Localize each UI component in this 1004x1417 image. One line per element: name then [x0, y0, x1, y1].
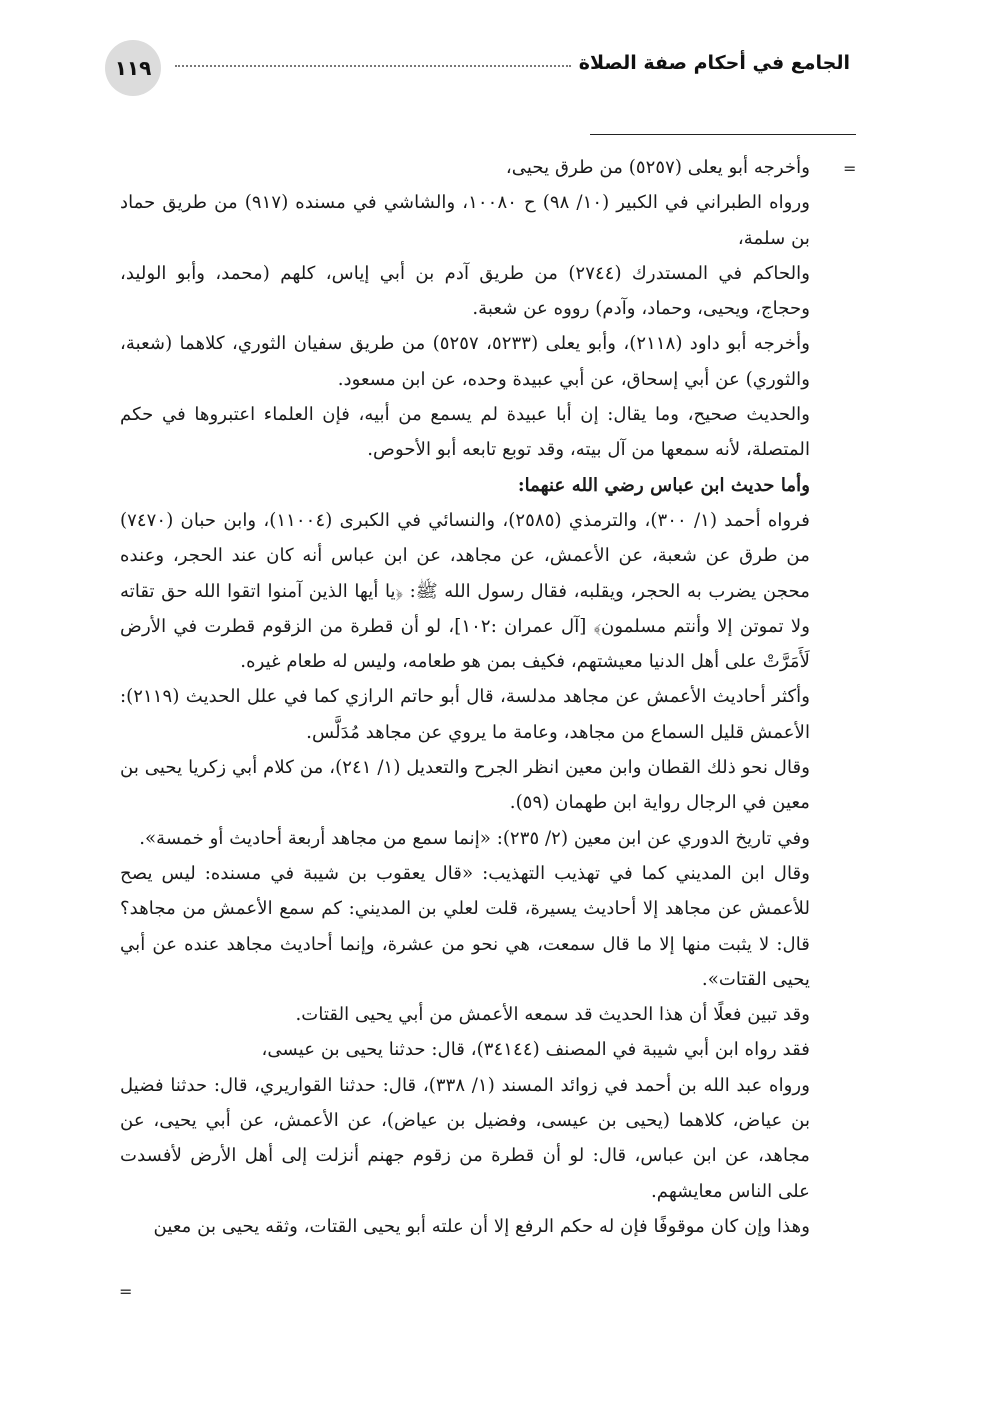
page-number-badge: ١١٩	[105, 40, 161, 96]
paragraph: والحديث صحيح، وما يقال: إن أبا عبيدة لم يسمع من أبيه، فإن العلماء اعتبروها في حكم المتصلة، لأنه سمعها من آل بيته، وقد توبع تابعه أبو الأحوص.	[120, 404, 810, 461]
paragraph: فقد رواه ابن أبي شيبة في المصنف (٣٤١٤٤)، قال: حدثنا يحيى بن عيسى،	[261, 1039, 810, 1061]
continuation-mark-top: =	[843, 159, 857, 178]
continuation-mark-bottom: =	[119, 1282, 133, 1301]
paragraph: وقال ابن المديني كما في تهذيب التهذيب: «قال يعقوب بن شيبة في مسنده: ليس يصح للأعمش عن مجاهد إلا أحاديث يسيرة، قلت لعلي بن المديني: كم سمع الأعمش من مجاهد؟ قال: لا يثبت منها إلا ما قال سمعت، هي نحو من عشرة، وإنما أحاديث مجاهد عنده عن أبي يحيى القتات».	[120, 862, 810, 990]
footnote-separator	[590, 134, 856, 135]
paragraph: ورواه الطبراني في الكبير (١٠/ ٩٨) ح ١٠٠٨٠، والشاشي في مسنده (٩١٧) من طريق حماد بن سلمة،	[120, 192, 811, 249]
paragraph: وقال نحو ذلك القطان وابن معين انظر الجرح والتعديل (١/ ٢٤١)، من كلام أبي زكريا يحيى بن معين في الرجال رواية ابن طهمان (٥٩).	[120, 757, 810, 814]
paragraph: وأخرجه أبو داود (٢١١٨)، وأبو يعلى (٥٢٣٣، ٥٢٥٧) من طريق سفيان الثوري، كلاهما (شعبة، والثوري) عن أبي إسحاق، عن أبي عبيدة وحده، عن ابن مسعود.	[120, 333, 811, 390]
header-dotted-leader	[175, 65, 571, 67]
paragraph: وأخرجه أبو يعلى (٥٢٥٧) من طرق يحيى،	[505, 157, 810, 178]
section-heading: وأما حديث ابن عباس رضي الله عنهما:	[517, 474, 810, 496]
footnote-body	[120, 150, 810, 1244]
book-title: الجامع في أحكام صفة الصلاة	[578, 52, 850, 74]
running-header	[175, 52, 850, 74]
paragraph: وفي تاريخ الدوري عن ابن معين (٢/ ٢٣٥): «إنما سمع من مجاهد أربعة أحاديث أو خمسة».	[139, 827, 810, 849]
paragraph: ورواه عبد الله بن أحمد في زوائد المسند (١/ ٣٣٨)، قال: حدثنا القواريري، قال: حدثنا فضيل بن عياض، كلاهما (يحيى بن عيسى، وفضيل بن عياض)، عن الأعمش، عن أبي يحيى، عن مجاهد، عن ابن عباس، قال: لو أن قطرة من زقوم جهنم أنزلت إلى أهل الأرض لأفسدت على الناس معايشهم.	[120, 1074, 810, 1202]
page-header	[105, 40, 850, 100]
paragraph: وأكثر أحاديث الأعمش عن مجاهد مدلسة، قال أبو حاتم الرازي كما في علل الحديث (٢١١٩): الأعمش قليل السماع من مجاهد، وعامة ما يروي عن مجاهد مُدَلَّس.	[120, 686, 810, 743]
paragraph: فرواه أحمد (١/ ٣٠٠)، والترمذي (٢٥٨٥)، والنسائي في الكبرى (١١٠٠٤)، وابن حبان (٧٤٧٠) من طرق عن شعبة، عن الأعمش، عن مجاهد، عن ابن عباس أنه كان عند الحجر، وعنده محجن يضرب به الحجر، ويقلبه، فقال رسول الله ﷺ: ﴿يا أيها الذين آمنوا اتقوا الله حق تقاته ولا تموتن إلا وأنتم مسلمون﴾ [آل عمران :١٠٢]، لو أن قطرة من الزقوم قطرت في الأرض لَأَمَرَّتْ على أهل الدنيا معيشتهم، فكيف بمن هو طعامه، وليس له طعام غيره.	[120, 509, 810, 673]
paragraph: وقد تبين فعلًا أن هذا الحديث قد سمعه الأعمش من أبي يحيى القتات.	[295, 1004, 810, 1026]
paragraph: وهذا وإن كان موقوفًا فإن له حكم الرفع إلا أن علته أبو يحيى القتات، وثقه يحيى بن معين	[153, 1215, 810, 1237]
paragraph: والحاكم في المستدرك (٢٧٤٤) من طريق آدم بن أبي إياس، كلهم (محمد، وأبو الوليد، وحجاج، ويحيى، وحماد، وآدم) رووه عن شعبة.	[120, 262, 810, 320]
